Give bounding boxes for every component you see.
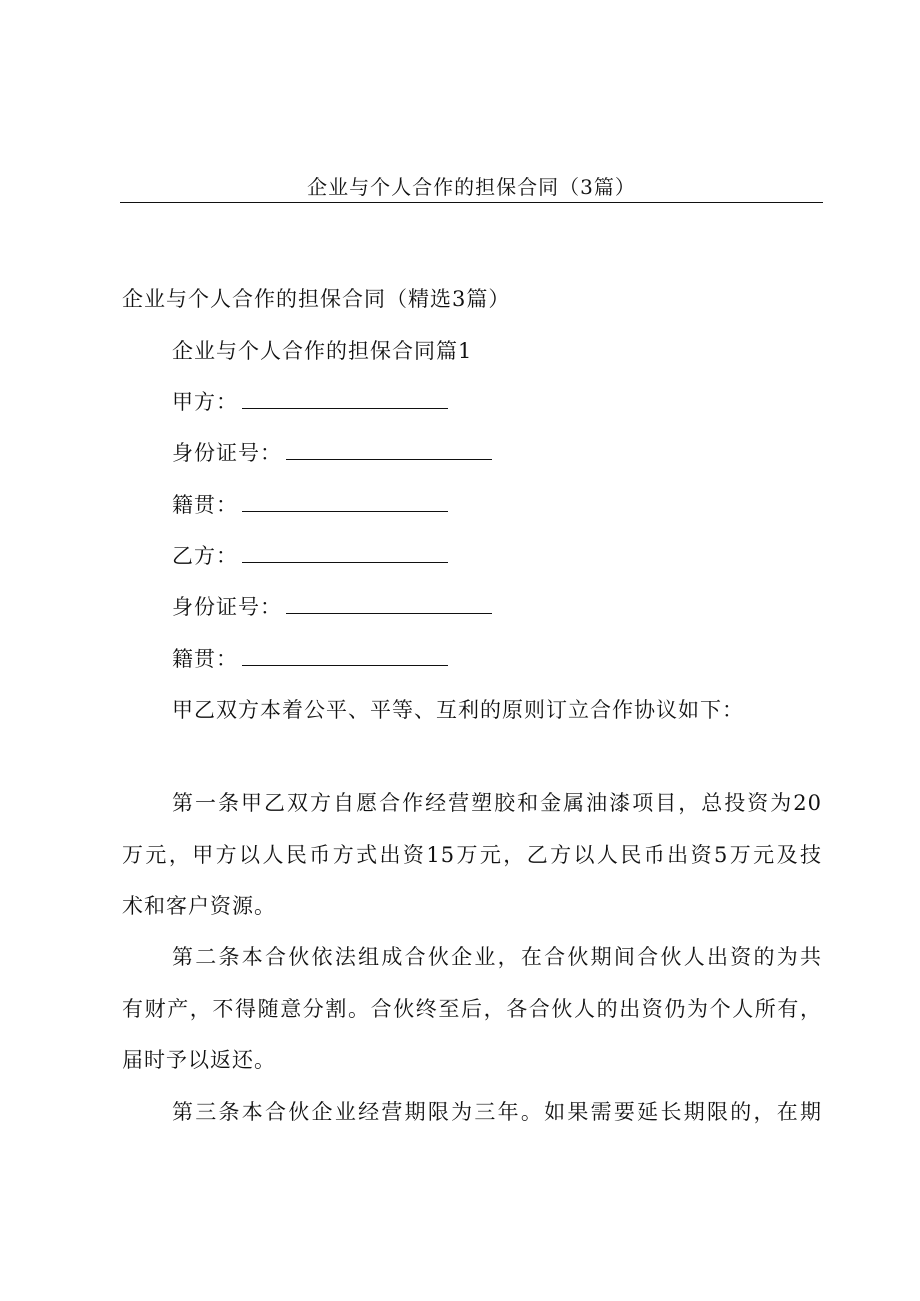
intro-paragraph: 甲乙双方本着公平、平等、互利的原则订立合作协议如下： bbox=[172, 698, 744, 722]
party-a-id-label: 身份证号： bbox=[172, 441, 282, 465]
article-3-line-1: 第三条本合伙企业经营期限为三年。如果需要延长期限的，在期 bbox=[172, 1100, 822, 1124]
party-a-origin-label: 籍贯： bbox=[172, 493, 238, 517]
party-b-id-label: 身份证号： bbox=[172, 595, 282, 619]
party-a-label: 甲方： bbox=[172, 390, 238, 414]
header-divider bbox=[120, 202, 823, 203]
party-a-origin-blank bbox=[242, 493, 448, 512]
document-header-title: 企业与个人合作的担保合同（3篇） bbox=[307, 175, 636, 199]
section-title: 企业与个人合作的担保合同篇1 bbox=[172, 339, 473, 363]
party-a-id-field bbox=[172, 438, 492, 468]
party-b-origin-blank bbox=[242, 647, 448, 666]
party-b-origin-field bbox=[172, 644, 448, 674]
party-a-origin-field bbox=[172, 490, 448, 520]
party-b-id-field bbox=[172, 592, 492, 622]
party-b-field bbox=[172, 541, 448, 571]
article-1-line-3: 术和客户资源。 bbox=[122, 894, 276, 918]
party-b-label: 乙方： bbox=[172, 544, 238, 568]
article-2-line-3: 届时予以返还。 bbox=[122, 1048, 276, 1072]
document-subtitle: 企业与个人合作的担保合同（精选3篇） bbox=[122, 287, 511, 311]
party-b-id-blank bbox=[286, 595, 492, 614]
party-b-origin-label: 籍贯： bbox=[172, 647, 238, 671]
article-1-line-2: 万元，甲方以人民币方式出资15万元，乙方以人民币出资5万元及技 bbox=[122, 843, 822, 867]
party-a-id-blank bbox=[286, 441, 492, 460]
party-b-blank bbox=[242, 544, 448, 563]
party-a-blank bbox=[242, 390, 448, 409]
article-2-line-1: 第二条本合伙依法组成合伙企业，在合伙期间合伙人出资的为共 bbox=[172, 945, 822, 969]
article-1-line-1: 第一条甲乙双方自愿合作经营塑胶和金属油漆项目，总投资为20 bbox=[172, 791, 822, 815]
article-2-line-2: 有财产，不得随意分割。合伙终至后，各合伙人的出资仍为个人所有， bbox=[122, 997, 822, 1021]
party-a-field bbox=[172, 387, 448, 417]
